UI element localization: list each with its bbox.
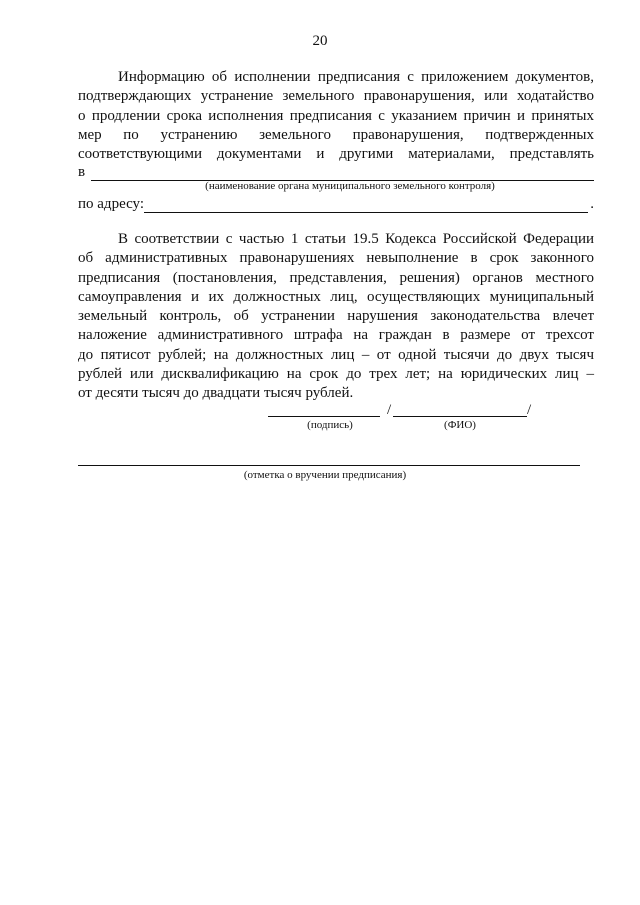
delivery-mark-blank[interactable] xyxy=(78,465,580,466)
penalty-line-3: предписания (постановления, представления, решения) органов местного xyxy=(78,269,594,286)
control-authority-prefix: в xyxy=(78,164,86,180)
penalty-line-2: об административных правонарушениях невыполнение в срок законного xyxy=(78,250,594,267)
info-line-1: Информацию об исполнении предписания с приложением документов, xyxy=(118,69,594,85)
signature-blank[interactable] xyxy=(268,416,380,417)
page-number: 20 xyxy=(312,33,328,49)
penalty-line-7: до пятисот рублей; на должностных лиц – от одной тысячи до двух тысяч xyxy=(78,346,594,363)
control-authority-caption: (наименование органа муниципального земельного контроля) xyxy=(205,180,495,192)
penalty-line-6: наложение административного штрафа на граждан в размере от трехсот xyxy=(78,327,594,344)
address-suffix: . xyxy=(590,196,594,212)
address-field xyxy=(78,195,594,213)
penalty-line-9: от десяти тысяч до двадцати тысяч рублей. xyxy=(78,385,354,402)
info-line-4: мер по устранению земельного правонарушения, подтвержденных xyxy=(78,126,594,143)
info-line-2: подтверждающих устранение земельного правонарушения, или ходатайство xyxy=(78,88,594,105)
penalty-line-1: В соответствии с частью 1 статьи 19.5 Кодекса Российской Федерации xyxy=(118,231,594,247)
signature-slash-left: / xyxy=(387,402,392,418)
info-paragraph xyxy=(78,68,594,164)
signature-caption: (подпись) xyxy=(307,419,353,431)
signature-slash-right: / xyxy=(527,402,532,418)
control-authority-field xyxy=(78,163,594,181)
penalty-line-8: рублей или дисквалификацию на срок до трех лет; на юридических лиц – xyxy=(78,366,594,383)
info-line-3: о продлении срока исполнения предписания с указанием причин и принятых xyxy=(78,107,594,124)
info-line-5: соответствующими документами и другими материалами, представлять xyxy=(78,146,594,163)
address-prefix: по адресу: xyxy=(78,196,145,212)
control-authority-blank[interactable] xyxy=(91,166,594,181)
penalty-line-4: самоуправления и их должностных лиц, осуществляющих муниципальный xyxy=(78,288,594,305)
delivery-mark-caption: (отметка о вручении предписания) xyxy=(243,469,407,481)
full-name-blank[interactable] xyxy=(393,416,527,417)
penalty-paragraph xyxy=(78,230,594,404)
penalty-line-5: земельный контроль, об устранении нарушения законодательства влечет xyxy=(78,308,594,325)
full-name-caption: (ФИО) xyxy=(444,419,476,431)
address-blank[interactable] xyxy=(144,198,588,213)
